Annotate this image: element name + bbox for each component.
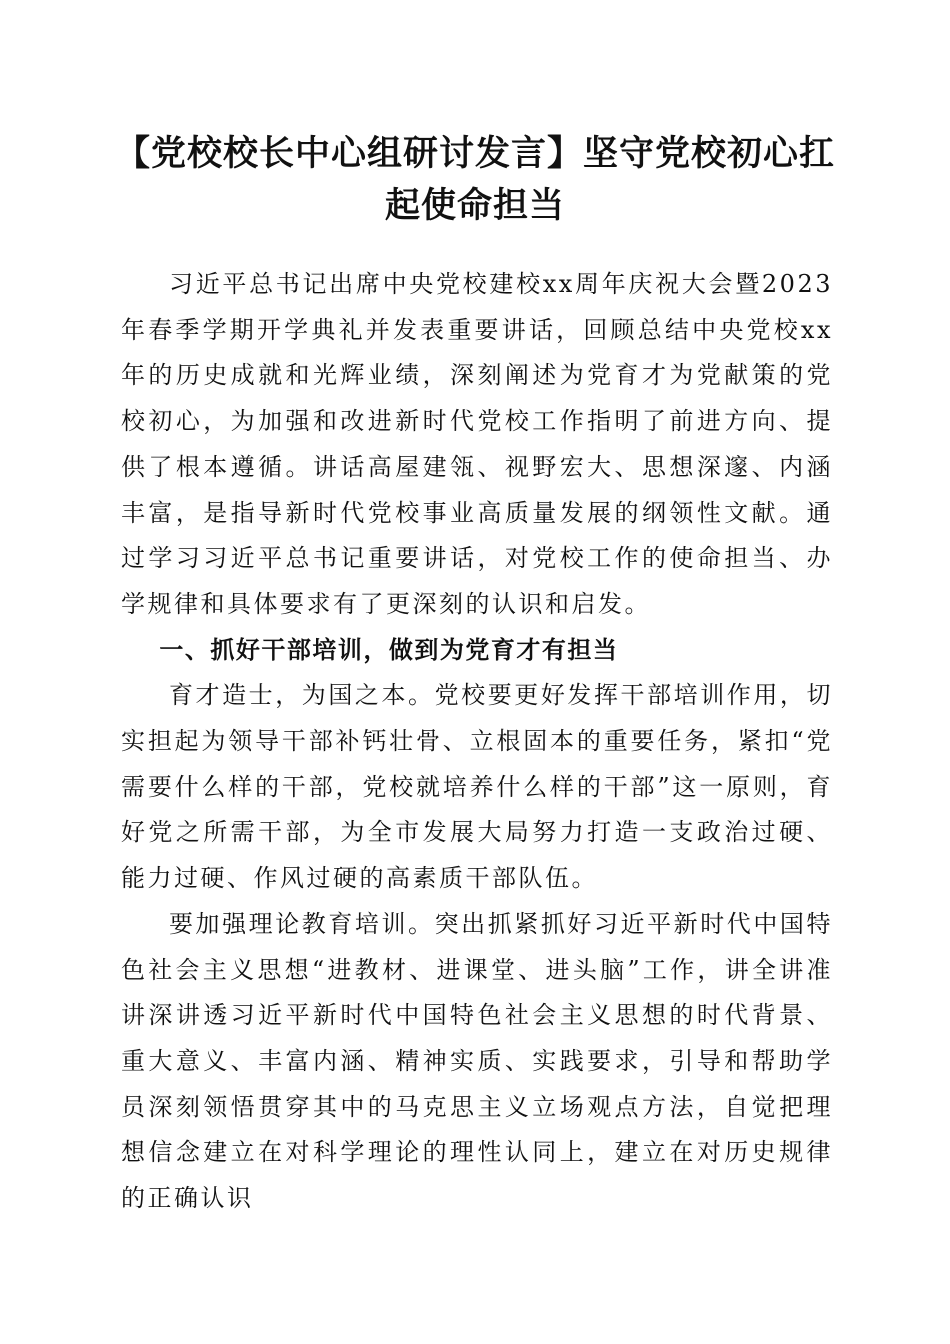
- section-1-paragraph-2: 要加强理论教育培训。突出抓紧抓好习近平新时代中国特色社会主义思想“进教材、进课堂、进头脑”工作，讲全讲准讲深讲透习近平新时代中国特色社会主义思想的时代背景、重大意义、丰富内涵、精神实质、实践要求，引导和帮助学员深刻领悟贯穿其中的马克思主义立场观点方法，自觉把理想信念建立在对科学理论的理性认同上，建立在对历史规律的正确认识: [121, 909, 833, 1213]
- document-body: [121, 262, 833, 1222]
- section-1-paragraph-1: 育才造士，为国之本。党校要更好发挥干部培训作用，切实担起为领导干部补钙壮骨、立根固本的重要任务，紧扣“党需要什么样的干部，党校就培养什么样的干部”这一原则，育好党之所需干部，为全市发展大局努力打造一支政治过硬、能力过硬、作风过硬的高素质干部队伍。: [121, 681, 833, 893]
- section-heading-1: 一、抓好干部培训，做到为党育才有担当: [159, 635, 619, 664]
- document-title: 【党校校长中心组研讨发言】坚守党校初心扛起使命担当: [114, 134, 835, 226]
- intro-paragraph: 习近平总书记出席中央党校建校xx周年庆祝大会暨2023年春季学期开学典礼并发表重要讲话，回顾总结中央党校xx年的历史成就和光辉业绩，深刻阐述为党育才为党献策的党校初心，为加强和改进新时代党校工作指明了前进方向、提供了根本遵循。讲话高屋建瓴、视野宏大、思想深邃、内涵丰富，是指导新时代党校事业高质量发展的纲领性文献。通过学习习近平总书记重要讲话，对党校工作的使命担当、办学规律和具体要求有了更深刻的认识和启发。: [121, 270, 833, 618]
